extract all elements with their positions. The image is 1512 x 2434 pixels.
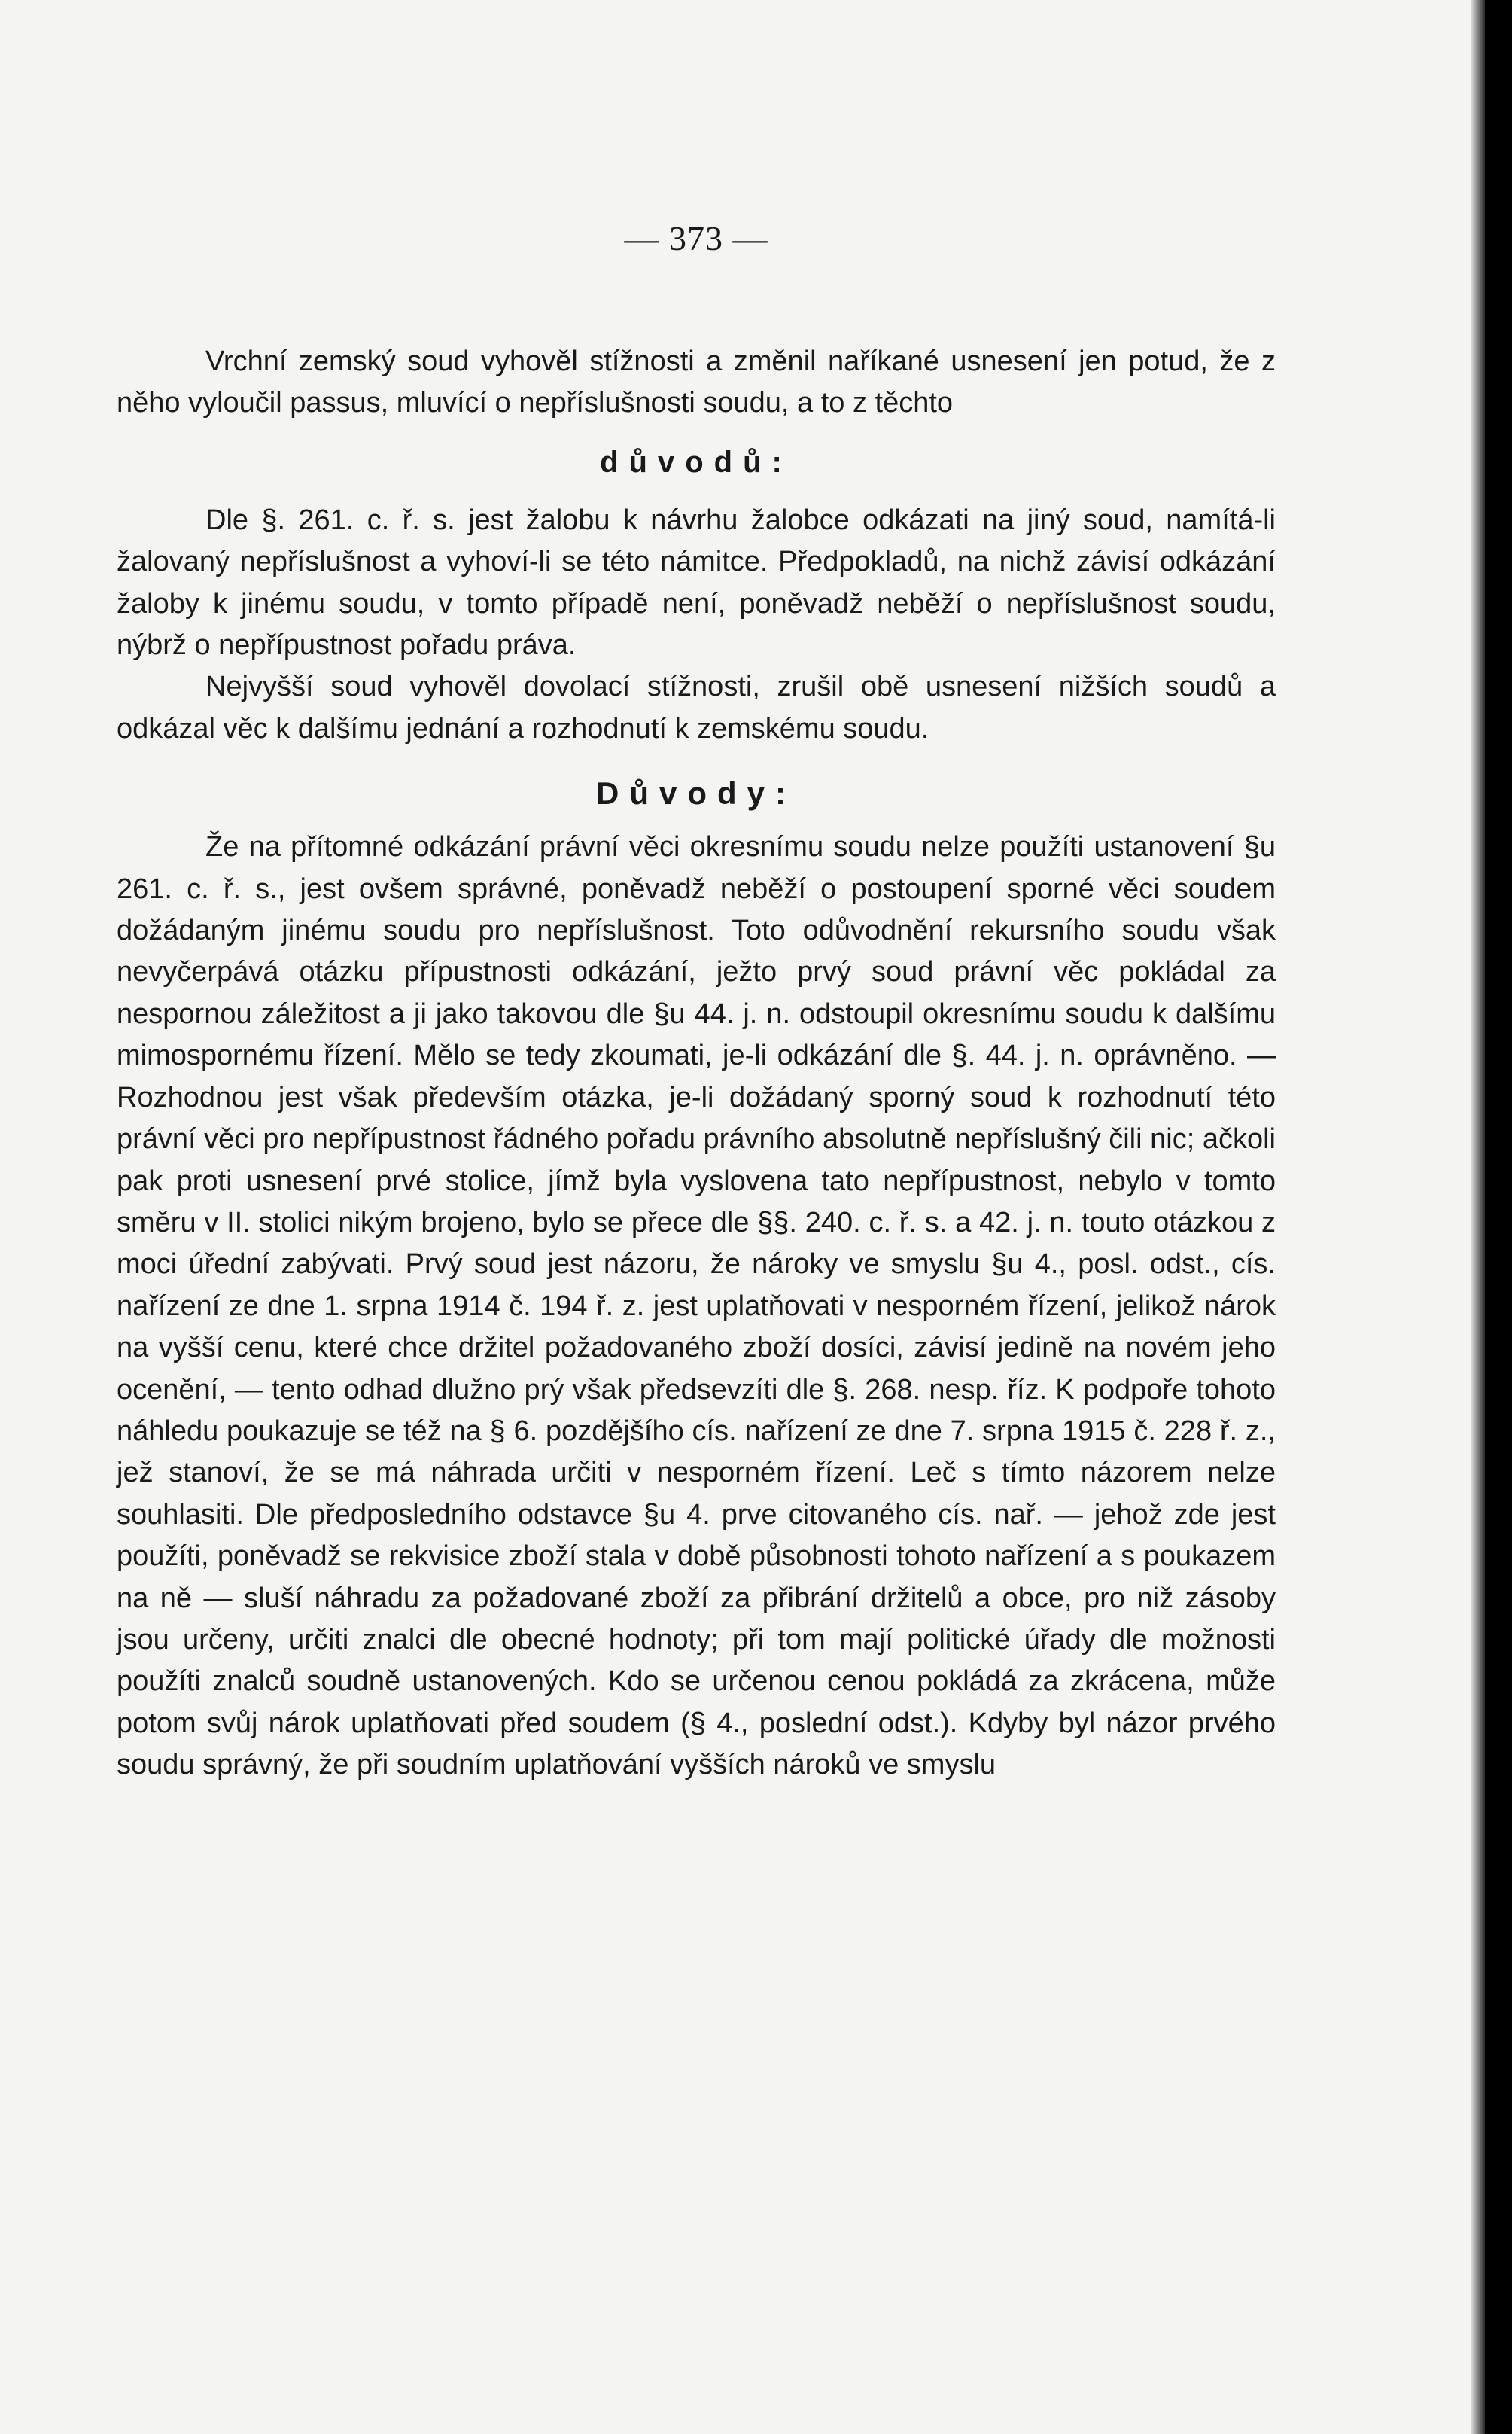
heading-duvody: Důvody: xyxy=(596,775,796,812)
paragraph-intro: Vrchní zemský soud vyhověl stížnosti a změnil naříkané usnesení jen potud, že z něho vyloučil passus, mluvící o nepříslušnosti soudu, a to z těchto xyxy=(117,346,1276,419)
page-number: — 373 — xyxy=(624,219,768,257)
paragraph-reasoning-first: Dle §. 261. c. ř. s. jest žalobu k návrhu žalobce odkázati na jiný soud, namítá-li žalovaný nepříslušnost a vyhoví-li se této námitce. Předpokladů, na nichž závisí odkázání žaloby k jinému soudu, v tomto případě není, poněvadž neběží o nepříslušnost soudu, nýbrž o nepřípustnost pořadu práva. xyxy=(117,504,1276,662)
paragraph-supreme-court: Nejvyšší soud vyhověl dovolací stížnosti, zrušil obě usnesení nižších soudů a odkázal věc k dalšímu jednání a rozhodnutí k zemskému soudu. xyxy=(117,671,1276,745)
paragraph-reasoning-main: Že na přítomné odkázání právní věci okresnímu soudu nelze použíti ustanovení §u 261. c. ř. s., jest ovšem správné, poněvadž neběží o postoupení sporné věci soudem dožádaným jinému soudu pro nepříslušnost. Toto odůvodnění rekursního soudu však nevyčerpává otázku přípustnosti odkázání, ježto prvý soud právní věc pokládal za nespornou záležitost a ji jako takovou dle §u 44. j. n. odstoupil okresnímu soudu k dalšímu mimospornému řízení. Mělo se tedy zkoumati, je-li odkázání dle §. 44. j. n. oprávněno. — Rozhodnou jest však především otázka, je-li dožádaný sporný soud k rozhodnutí této právní věci pro nepřípustnost řádného pořadu právního absolutně nepříslušný čili nic; ačkoli pak proti usnesení prvé stolice, jímž byla vyslovena tato nepřípustnost, nebylo v tomto směru v II. stolici nikým brojeno, bylo se přece dle §§. 240. c. ř. s. a 42. j. n. touto otázkou z moci úřední zabývati. Prvý soud jest názoru, že nároky ve smyslu §u 4., posl. odst., cís. nařízení ze dne 1. srpna 1914 č. 194 ř. z. jest uplatňovati v nesporném řízení, jelikož nárok na vyšší cenu, které chce držitel požadovaného zboží dosíci, závisí jedině na novém jeho ocenění, — tento odhad dlužno prý však předsevzíti dle §. 268. nesp. říz. K podpoře tohoto náhledu poukazuje se též na § 6. pozdějšího cís. nařízení ze dne 7. srpna 1915 č. 228 ř. z., jež stanoví, že se má náhrada určiti v nesporném řízení. Leč s tímto názorem nelze souhlasiti. Dle předposledního odstavce §u 4. prve citovaného cís. nař. — jehož zde jest použíti, poněvadž se rekvisice zboží stala v době působnosti tohoto nařízení a s poukazem na ně — sluší náhradu za požadované zboží za přibrání držitelů a obce, pro niž zásoby jsou určeny, určiti znalci dle obecné hodnoty; při tom mají politické úřady dle možnosti použíti znalců soudně ustanovených. Kdo se určenou cenou pokládá za zkrácena, může potom svůj nárok uplatňovati před soudem (§ 4., poslední odst.). Kdyby byl názor prvého soudu správný, že při soudním uplatňování vyšších nároků ve smyslu xyxy=(117,831,1276,1781)
page-edge xyxy=(1471,0,1485,2434)
heading-duvodu: důvodů: xyxy=(600,445,793,479)
page-content xyxy=(117,218,1276,1787)
